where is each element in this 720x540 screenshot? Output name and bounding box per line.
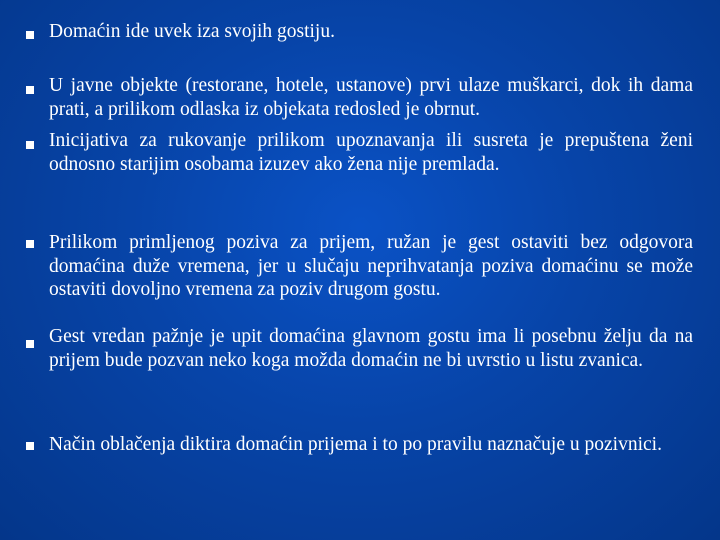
square-bullet-icon	[26, 141, 34, 149]
square-bullet-icon	[26, 442, 34, 450]
bullet-text: Inicijativa za rukovanje prilikom upoznavanja ili susreta je prepuštena ženi odnosno starijim osobama izuzev ako žena nije premlada.	[49, 130, 693, 175]
square-bullet-icon	[26, 340, 34, 348]
square-bullet-icon	[26, 31, 34, 39]
bullet-text: Način oblačenja diktira domaćin prijema i to po pravilu naznačuje u pozivnici.	[49, 434, 662, 455]
bullet-text: Domaćin ide uvek iza svojih gostiju.	[49, 21, 335, 42]
square-bullet-icon	[26, 240, 34, 248]
square-bullet-icon	[26, 86, 34, 94]
bullet-text: U javne objekte (restorane, hotele, ustanove) prvi ulaze muškarci, dok ih dama prati, a prilikom odlaska iz objekata redosled je obrnut.	[49, 75, 693, 120]
bullet-text: Prilikom primljenog poziva za prijem, ružan je gest ostaviti bez odgovora domaćina duže vremena, jer u slučaju neprihvatanja poziva domaćinu se može ostaviti dovoljno vremena za poziv drugom gostu.	[49, 232, 693, 300]
bullet-text: Gest vredan pažnje je upit domaćina glavnom gostu ima li posebnu želju da na prijem bude pozvan neko koga možda domaćin ne bi uvrstio u listu zvanica.	[49, 326, 693, 371]
